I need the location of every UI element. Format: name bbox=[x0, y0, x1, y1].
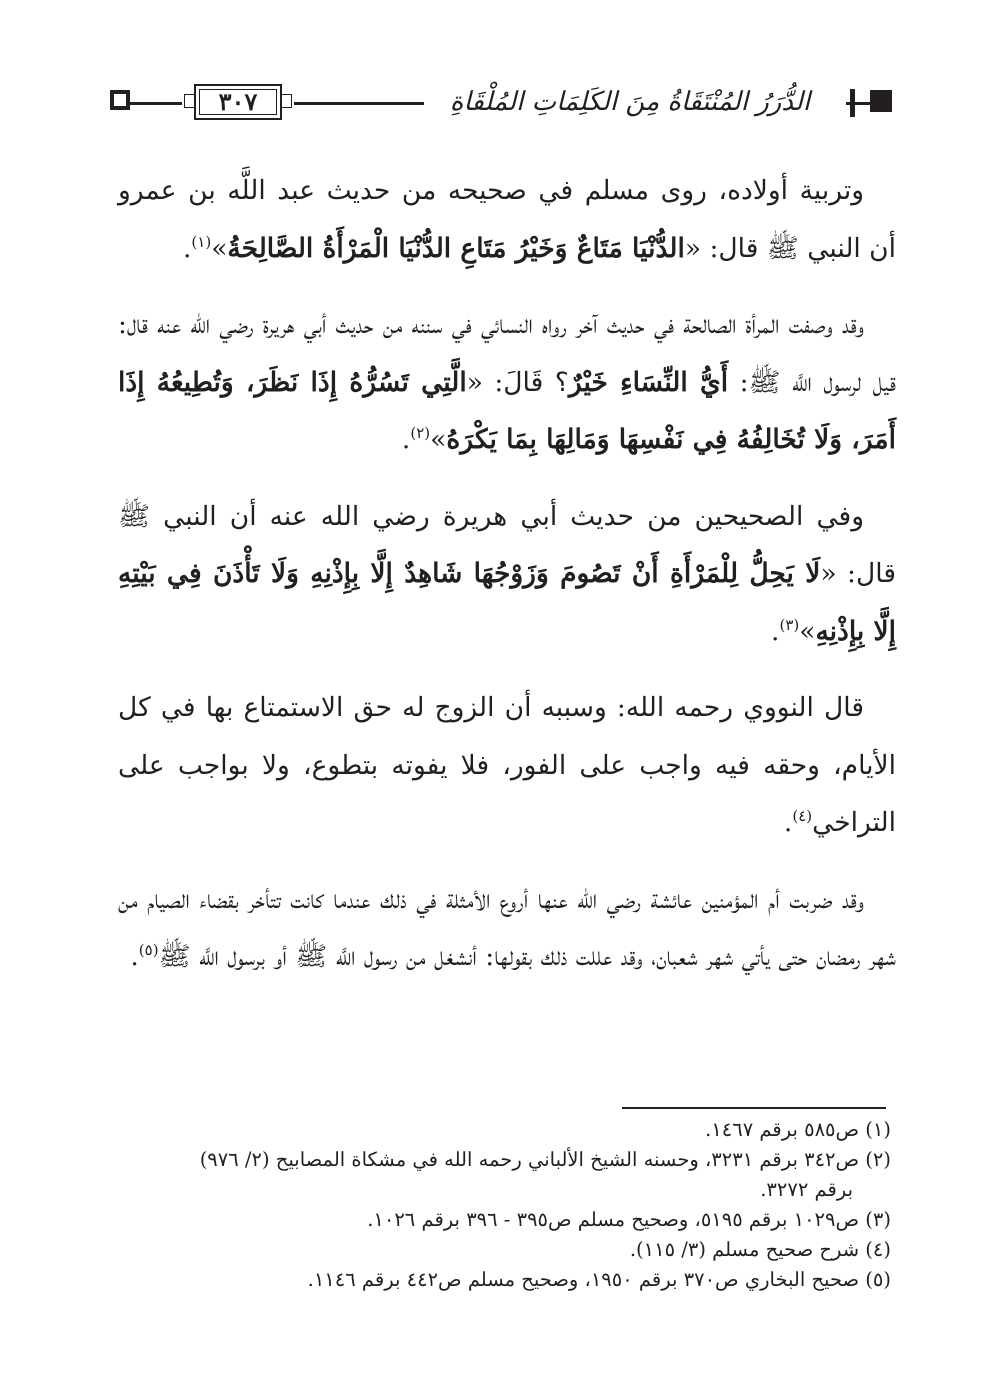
header-rule-left bbox=[130, 102, 182, 105]
paragraph bbox=[118, 871, 896, 986]
book-title: الدُّرَرُ المُنْتَقَاةُ مِنَ الكَلِمَاتِ المُلْقَاةِ bbox=[424, 80, 836, 124]
hadith-text: الدُّنْيَا مَتَاعٌ وَخَيْرُ مَتَاعِ الدُّنْيَا الْمَرْأَةُ الصَّالِحَةُ bbox=[227, 232, 685, 264]
page-number: ٣٠٧ bbox=[218, 87, 258, 116]
footnote bbox=[118, 1265, 891, 1295]
hadith-text: لَا يَحِلُّ لِلْمَرْأَةِ أَنْ تَصُومَ وَزَوْجُهَا شَاهِدٌ إِلَّا بِإِذْنِهِ وَلَا تَأْذَنَ فِي بَيْتِهِ إِلَّا بِإِذْنِهِ bbox=[118, 558, 896, 647]
hadith-text: الَّتِي تَسُرُّهُ إِذَا نَظَرَ، وَتُطِيعُهُ إِذَا أَمَرَ، وَلَا تُخَالِفُهُ فِي نَفْسِهَا وَمَالِهَا بِمَا يَكْرَهُ bbox=[118, 366, 896, 455]
footnote-marker[interactable]: (١) bbox=[191, 232, 212, 251]
footnote bbox=[118, 1115, 891, 1145]
footnote-marker[interactable]: (٤) bbox=[792, 807, 813, 826]
paragraph-text: » bbox=[799, 615, 816, 647]
footnote-text: صحيح البخاري ص٣٧٠ برقم ١٩٥٠، وصحيح مسلم ص٤٤٢ برقم ١١٤٦. bbox=[307, 1268, 860, 1291]
paragraph-text: . bbox=[771, 615, 780, 647]
paragraph-text: ؟ قَالَ: « bbox=[466, 366, 569, 398]
footnote bbox=[118, 1145, 891, 1205]
footnote-text: ص٥٨٥ برقم ١٤٦٧. bbox=[705, 1118, 860, 1141]
footnote-marker[interactable]: (٣) bbox=[779, 615, 800, 634]
paragraph-text: وقد ضربت أم المؤمنين عائشة رضي الله عنها أروع الأمثلة في ذلك عندما كانت تتأخر بقضاء الصيام من شهر رمضان حتى يأتي شهر شعبان، وقد عللت ذلك بقولها: أنشغل من رسول اللَّه ﷺ أو برسول اللَّه ﷺ bbox=[118, 883, 896, 972]
header-rule-middle bbox=[294, 102, 434, 105]
header-square-filled bbox=[870, 90, 892, 112]
paragraph-text: » bbox=[211, 232, 228, 264]
paragraph-text: قال النووي رحمه الله: وسببه أن الزوج له حق الاستمتاع بها في كل الأيام، وحقه فيه واجب على الفور، فلا يفوته بتطوع، ولا بواجب على التراخي bbox=[118, 692, 896, 838]
footnote-number: (٣) bbox=[865, 1208, 891, 1231]
footnote-separator bbox=[622, 1107, 886, 1109]
paragraph-text: . bbox=[182, 232, 192, 264]
footnote-marker[interactable]: (٥) bbox=[138, 941, 159, 960]
header-tick-right bbox=[850, 89, 855, 117]
paragraph-text: وقد وصفت المرأة الصالحة في حديث آخر رواه النسائي في سننه من حديث أبي هريرة رضي الله عنه قال: قيل لرسول اللَّه ﷺ: bbox=[118, 309, 896, 398]
footnote-marker[interactable]: (٢) bbox=[410, 424, 431, 443]
footnote bbox=[118, 1205, 891, 1235]
footnotes bbox=[118, 1115, 891, 1295]
paragraph bbox=[118, 679, 896, 852]
paragraph-text: وفي الصحيحين من حديث أبي هريرة رضي الله عنه أن النبي ﷺ قال: « bbox=[118, 500, 896, 589]
header-square-outline bbox=[110, 90, 130, 110]
footnote-number: (٢) bbox=[865, 1148, 891, 1171]
footnote-number: (٥) bbox=[865, 1268, 891, 1291]
footnote-text: ص١٠٢٩ برقم ٥١٩٥، وصحيح مسلم ص٣٩٥ - ٣٩٦ برقم ١٠٢٦. bbox=[367, 1208, 860, 1231]
paragraph-text: وتربية أولاده، روى مسلم في صحيحه من حديث عبد اللَّه بن عمرو أن النبي ﷺ قال: « bbox=[118, 175, 896, 264]
page-number-frame bbox=[182, 80, 294, 124]
main-text bbox=[118, 162, 896, 1005]
footnote-text: ص٣٤٢ برقم ٣٢٣١، وحسنه الشيخ الألباني رحمه الله في مشكاة المصابيح (٢/ ٩٧٦) bbox=[199, 1148, 860, 1171]
paragraph-text: . bbox=[130, 941, 139, 972]
footnote-text-continued: برقم ٣٢٧٢. bbox=[760, 1178, 853, 1201]
paragraph bbox=[118, 162, 896, 277]
paragraph-text: . bbox=[401, 424, 411, 455]
paragraph bbox=[118, 488, 896, 661]
footnote-number: (١) bbox=[865, 1118, 891, 1141]
paragraph bbox=[118, 296, 896, 469]
footnote-text: شرح صحيح مسلم (٣/ ١١٥). bbox=[629, 1238, 860, 1261]
footnote bbox=[118, 1235, 891, 1265]
hadith-text: أَيُّ النِّسَاءِ خَيْرٌ bbox=[568, 366, 729, 398]
paragraph-text: » bbox=[430, 424, 447, 455]
footnote-number: (٤) bbox=[865, 1238, 891, 1261]
paragraph-text: . bbox=[783, 807, 793, 838]
page-header bbox=[110, 80, 892, 130]
